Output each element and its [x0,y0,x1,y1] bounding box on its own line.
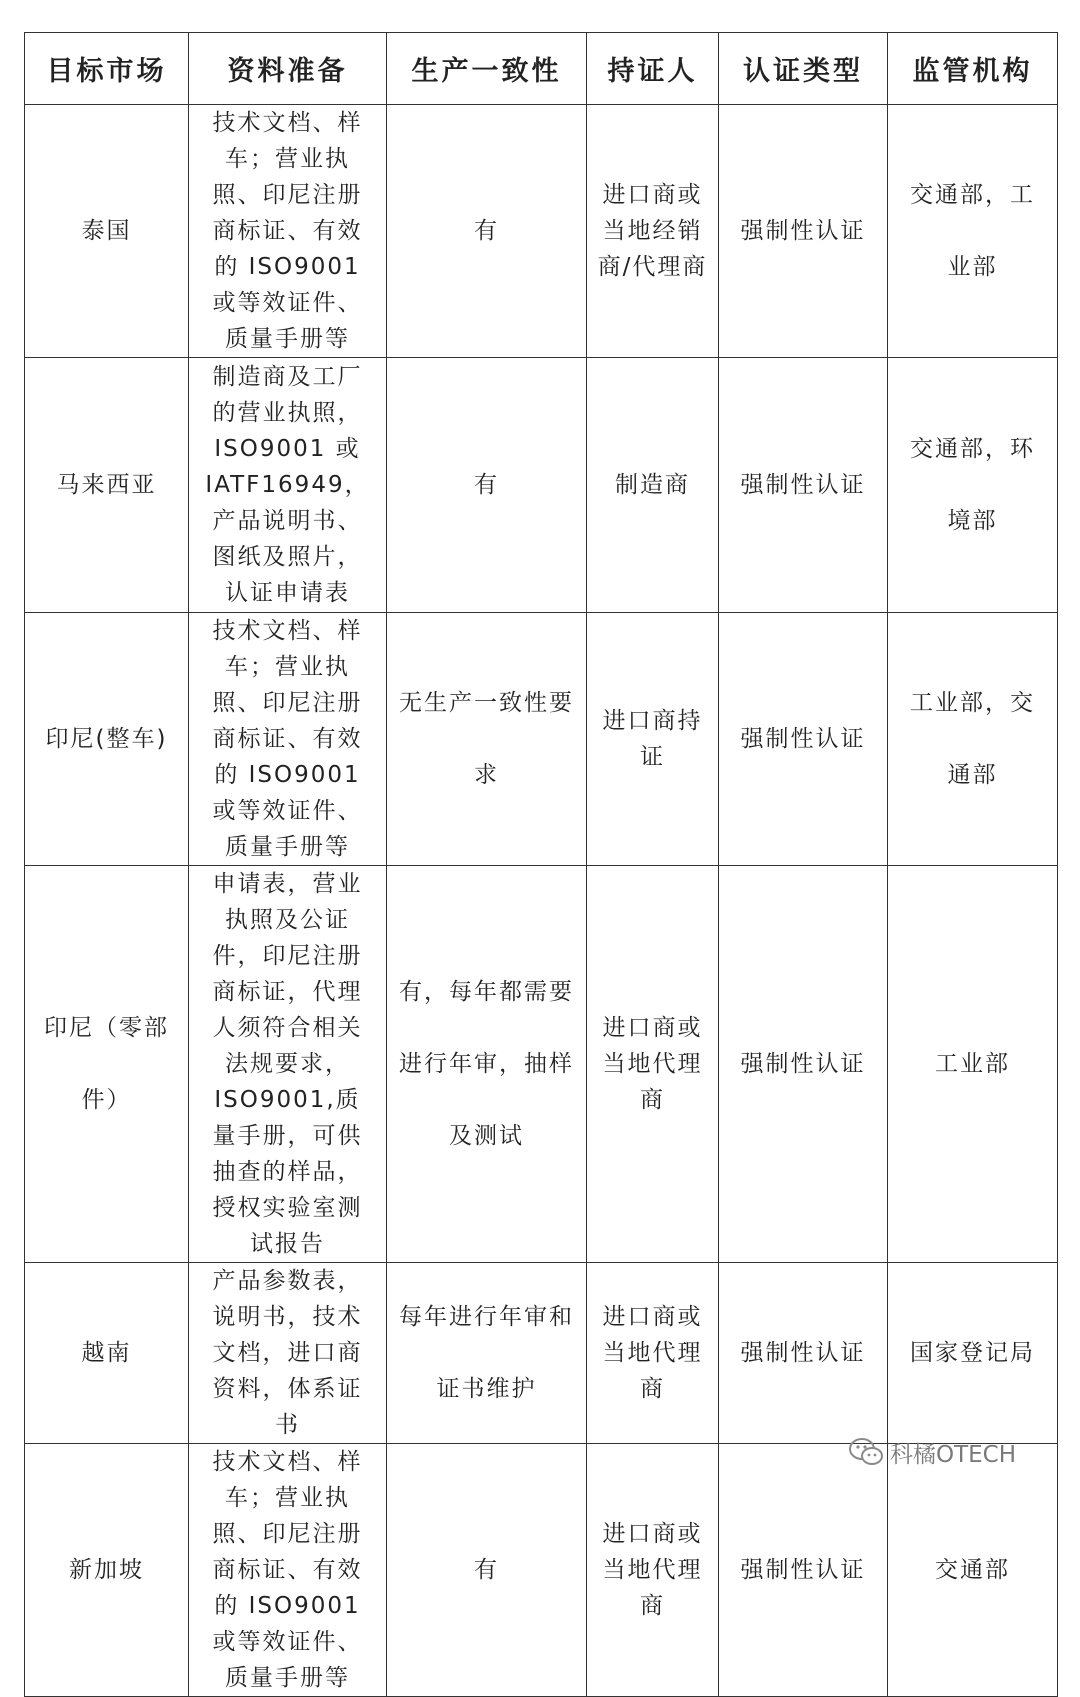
market-cell: 越南 [25,1263,189,1444]
wechat-icon [848,1437,884,1467]
regulator-cell: 国家登记局 [888,1263,1058,1444]
documents-cell: 申请表，营业执照及公证件，印尼注册商标证，代理人须符合相关法规要求，ISO9001,质量手册，可供抽查的样品，授权实验室测试报告 [189,866,387,1263]
cert-type-cell: 强制性认证 [719,105,888,358]
table-row [25,866,1058,1263]
regulator-cell: 工业部 [888,866,1058,1263]
header-regulator: 监管机构 [888,33,1058,105]
cert-type-cell: 强制性认证 [719,358,888,613]
market-cell: 印尼(整车) [25,613,189,866]
regulator-cell: 交通部 [888,1444,1058,1697]
conformity-cell: 有 [387,1444,587,1697]
documents-cell: 制造商及工厂的营业执照，ISO9001 或 IATF16949，产品说明书、图纸及照片，认证申请表 [189,358,387,613]
holder-cell: 进口商持证 [587,613,719,866]
conformity-cell: 有 [387,105,587,358]
regulator-cell: 工业部，交通部 [888,613,1058,866]
header-row [25,33,1058,105]
holder-cell: 进口商或当地代理商 [587,866,719,1263]
holder-cell: 进口商或当地代理商 [587,1263,719,1444]
holder-cell: 制造商 [587,358,719,613]
market-cell: 泰国 [25,105,189,358]
table-row [25,105,1058,358]
conformity-cell: 有 [387,358,587,613]
header-certification-type: 认证类型 [719,33,888,105]
conformity-cell: 无生产一致性要求 [387,613,587,866]
table-row [25,358,1058,613]
table-row [25,1263,1058,1444]
documents-cell: 技术文档、样车；营业执照、印尼注册商标证、有效的 ISO9001 或等效证件、质量手册等 [189,613,387,866]
conformity-cell: 有，每年都需要进行年审，抽样及测试 [387,866,587,1263]
documents-cell: 产品参数表，说明书，技术文档，进口商资料，体系证书 [189,1263,387,1444]
header-production-conformity: 生产一致性 [387,33,587,105]
market-cell: 新加坡 [25,1444,189,1697]
documents-cell: 技术文档、样车；营业执照、印尼注册商标证、有效的 ISO9001 或等效证件、质量手册等 [189,105,387,358]
market-cell: 马来西亚 [25,358,189,613]
market-cell: 印尼（零部件） [25,866,189,1263]
holder-cell: 进口商或当地代理商 [587,1444,719,1697]
table-row [25,613,1058,866]
header-target-market: 目标市场 [25,33,189,105]
holder-cell: 进口商或当地经销商/代理商 [587,105,719,358]
cert-type-cell: 强制性认证 [719,866,888,1263]
header-certificate-holder: 持证人 [587,33,719,105]
cert-type-cell: 强制性认证 [719,1263,888,1444]
conformity-cell: 每年进行年审和证书维护 [387,1263,587,1444]
cert-type-cell: 强制性认证 [719,613,888,866]
regulator-cell: 交通部，环境部 [888,358,1058,613]
watermark [848,1434,1016,1470]
header-documents: 资料准备 [189,33,387,105]
cert-type-cell: 强制性认证 [719,1444,888,1697]
documents-cell: 技术文档、样车；营业执照、印尼注册商标证、有效的 ISO9001 或等效证件、质量手册等 [189,1444,387,1697]
table-row [25,1444,1058,1697]
regulator-cell: 交通部，工业部 [888,105,1058,358]
watermark-text: 科橘OTECH [890,1441,1017,1468]
